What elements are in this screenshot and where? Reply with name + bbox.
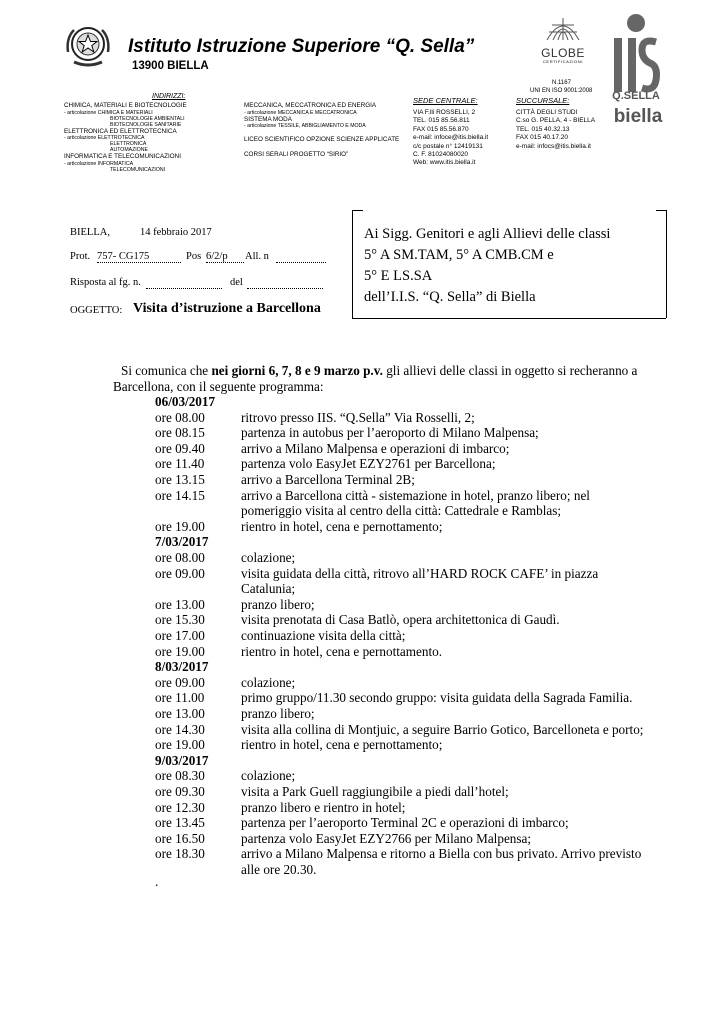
item-text-cont: alle ore 20.30. — [241, 862, 317, 877]
succursale-label: SUCCURSALE: — [516, 96, 570, 105]
succ-line: C.so G. PELLA, 4 - BIELLA — [516, 117, 596, 125]
item-time: ore 11.40 — [155, 456, 205, 472]
oggetto-value: Visita d’istruzione a Barcellona — [133, 301, 321, 316]
item-text: pranzo libero; — [241, 706, 315, 721]
del-field — [247, 288, 323, 289]
schedule-item — [155, 565, 599, 582]
succursale-info — [516, 109, 595, 151]
item-time: ore 09.00 — [155, 674, 205, 690]
item-text: partenza in autobus per l’aeroporto di Milano Malpensa; — [241, 425, 539, 441]
indirizzi-label: INDIRIZZI: — [152, 93, 186, 100]
col1-line: - articolazione INFORMATICA — [64, 160, 134, 167]
intro-line-1 — [121, 363, 637, 378]
prot-label: Prot. — [70, 251, 91, 262]
item-text: rientro in hotel, cena e pernottamento. — [241, 643, 443, 659]
col2-line: LICEO SCIENTIFICO OPZIONE SCIENZE APPLICATE — [244, 136, 400, 144]
schedule-item — [155, 550, 296, 566]
item-text: partenza volo EasyJet EZY2761 per Barcellona; — [241, 456, 496, 472]
item-text: pranzo libero; — [241, 596, 315, 612]
schedule-item — [155, 768, 296, 784]
sede-line: TEL. 015 85.56.811 — [413, 117, 470, 125]
sede-line: e-mail: infoce@itis.biella.it — [413, 134, 489, 142]
intro-line-2: Barcellona, con il seguente programma: — [113, 379, 324, 394]
succ-line: TEL. 015 40.32.13 — [516, 125, 570, 133]
recipient-line: Ai Sigg. Genitori e agli Allievi delle classi — [364, 226, 611, 242]
sede-info — [413, 109, 488, 168]
end-mark: . — [155, 874, 159, 889]
schedule-item — [155, 690, 633, 706]
date: 14 febbraio 2017 — [140, 227, 212, 238]
col2-line: - articolazione MECCANICA E MECCATRONICA — [244, 109, 357, 116]
item-time: ore 09.00 — [155, 565, 205, 581]
item-text: partenza per l’aeroporto Terminal 2C e operazioni di imbarco; — [241, 815, 569, 831]
item-text: continuazione visita della città; — [241, 628, 406, 643]
item-time: ore 08.00 — [155, 409, 205, 425]
intro-bold: nei giorni 6, 7, 8 e 9 marzo p.v. — [211, 363, 383, 378]
item-time: ore 08.30 — [155, 768, 205, 784]
address-corner-tl — [352, 210, 363, 221]
schedule-item — [155, 674, 296, 691]
col1-line: CHIMICA, MATERIALI E BIOTECNOLOGIE — [64, 102, 187, 109]
schedule-item — [155, 799, 406, 816]
all-label: All. n — [245, 251, 269, 262]
schedule-item — [155, 425, 539, 441]
col1-line: ELETTRONICA — [110, 141, 147, 148]
item-time: ore 09.40 — [155, 440, 205, 456]
item-text-cont: pomeriggio visita al centro della città: Cattedrale e Ramblas; — [241, 503, 562, 519]
item-text: primo gruppo/11.30 secondo gruppo: visita guidata della Sagrada Familia. — [241, 690, 633, 706]
schedule-item — [155, 596, 315, 613]
item-time: ore 14.15 — [155, 487, 205, 503]
schedule-item — [155, 472, 415, 488]
schedule-item — [155, 784, 509, 800]
day-date: 7/03/2017 — [155, 534, 209, 550]
item-text: visita alla collina di Montjuic, a seguire Barrio Gotico, Barcelloneta e porto; — [241, 721, 644, 737]
logo-qsella: Q.SELLA — [612, 90, 660, 102]
item-text: rientro in hotel, cena e pernottamento; — [241, 737, 443, 753]
item-text: arrivo a Barcellona città - sistemazione in hotel, pranzo libero; nel — [241, 487, 590, 503]
succ-line: e-mail: infocs@itis.biella.it — [516, 142, 591, 150]
item-text: rientro in hotel, cena e pernottamento; — [241, 518, 443, 534]
succ-line: CITTÀ DEGLI STUDI — [516, 109, 578, 116]
schedule-item — [155, 706, 315, 722]
item-time: ore 17.00 — [155, 628, 205, 643]
item-text: visita a Park Guell raggiungibile a piedi dall’hotel; — [241, 784, 509, 799]
schedule-item — [155, 643, 443, 660]
item-time: ore 19.00 — [155, 643, 205, 659]
sede-line: c/c postale n° 12419131 — [413, 142, 483, 150]
col2-line: MECCANICA, MECCATRONICA ED ENERGIA — [244, 102, 377, 109]
item-time: ore 13.15 — [155, 472, 205, 487]
address-bottom-line — [352, 318, 666, 319]
schedule-item — [155, 487, 590, 504]
sede-label: SEDE CENTRALE: — [413, 96, 478, 105]
prot-value: 757- CG175 — [97, 251, 181, 263]
globe-text: GLOBE — [541, 46, 585, 60]
schedule-item — [155, 628, 406, 644]
day-date: 9/03/2017 — [155, 752, 209, 768]
globe-sub: CERTIFICAZIONI — [542, 59, 584, 64]
intro-pre: Si comunica che — [121, 363, 212, 378]
schedule-item — [155, 830, 532, 847]
col2-line — [244, 144, 399, 151]
item-text: colazione; — [241, 674, 296, 690]
sede-line: Web: www.itis.biella.it — [413, 159, 476, 167]
schedule-item — [155, 409, 475, 426]
schedule-item — [155, 612, 560, 628]
pos-label: Pos — [186, 251, 202, 262]
cert-iso: UNI EN ISO 9001:2008 — [530, 88, 593, 94]
col2-line: CORSI SERALI PROGETTO “SIRIO” — [244, 150, 349, 158]
address-right-line — [666, 210, 667, 318]
item-text: arrivo a Milano Malpensa e ritorno a Biella con bus privato. Arrivo previsto — [241, 846, 642, 862]
item-time: ore 14.30 — [155, 721, 205, 737]
risposta-field — [146, 288, 222, 289]
item-text: pranzo libero e rientro in hotel; — [241, 799, 406, 815]
item-time: ore 08.15 — [155, 425, 205, 441]
item-time: ore 13.45 — [155, 815, 205, 831]
col1-line: - articolazione ELETTROTECNICA — [64, 135, 145, 142]
col1-line: - articolazione CHIMICA E MATERIALI — [64, 109, 153, 116]
item-time: ore 18.30 — [155, 846, 205, 862]
succ-line: FAX 015 40.17.20 — [516, 134, 569, 142]
recipient-line: 5° E LS.SA — [364, 268, 433, 284]
globe-certification-logo — [532, 16, 594, 80]
col1-line: BIOTECNOLOGIE SANITARIE — [110, 121, 182, 128]
col1-line: BIOTECNOLOGIE AMBIENTALI — [110, 115, 185, 122]
item-time: ore 08.00 — [155, 550, 205, 565]
item-text: colazione; — [241, 768, 296, 784]
intro-post: gli allievi delle classi in oggetto si recheranno a — [382, 363, 638, 378]
recipient-line: 5° A SM.TAM, 5° A CMB.CM e — [364, 247, 554, 263]
col2-line: - articolazione TESSILE, ABBIGLIAMENTO E MODA — [244, 123, 366, 130]
item-time: ore 13.00 — [155, 596, 205, 612]
sede-line: FAX 015 85.56.870 — [413, 125, 469, 133]
item-time: ore 19.00 — [155, 518, 205, 534]
del-label: del — [230, 277, 243, 288]
item-text: arrivo a Barcellona Terminal 2B; — [241, 472, 415, 487]
item-time: ore 09.30 — [155, 784, 205, 799]
col2-line: SISTEMA MODA — [244, 115, 292, 123]
recipient-line: dell’I.I.S. “Q. Sella” di Biella — [364, 289, 536, 305]
schedule-item — [155, 456, 496, 472]
recipients-block — [364, 224, 610, 308]
oggetto-label: OGGETTO: — [70, 305, 123, 316]
risposta-label: Risposta al fg. n. — [70, 277, 141, 288]
schedule-item — [155, 518, 443, 535]
cert-number: N.1167 — [552, 80, 571, 86]
day-date: 06/03/2017 — [155, 394, 216, 409]
indirizzi-column-2 — [244, 102, 399, 158]
item-time: ore 13.00 — [155, 706, 205, 721]
item-text: partenza volo EasyJet EZY2766 per Milano Malpensa; — [241, 830, 532, 846]
day-date: 8/03/2017 — [155, 659, 209, 675]
schedule-item — [155, 815, 569, 831]
col1-line: TELECOMUNICAZIONI — [110, 166, 166, 173]
schedule-item — [155, 721, 644, 738]
item-time: ore 15.30 — [155, 612, 205, 628]
item-time: ore 11.00 — [155, 690, 205, 706]
col1-line: INFORMATICA E TELECOMUNICAZIONI — [64, 153, 181, 161]
item-text: arrivo a Milano Malpensa e operazioni di imbarco; — [241, 440, 510, 456]
pos-value: 6/2/p — [206, 251, 244, 263]
sede-line: C. F. 81024080020 — [413, 151, 468, 159]
logo-biella: biella — [613, 106, 663, 127]
item-text: ritrovo presso IIS. “Q.Sella” Via Rosselli, 2; — [241, 409, 475, 425]
schedule-item — [155, 846, 642, 862]
item-time: ore 19.00 — [155, 737, 205, 753]
institute-city: 13900 BIELLA — [132, 60, 209, 72]
all-field — [276, 262, 326, 263]
item-time: ore 12.30 — [155, 799, 205, 815]
schedule-item — [155, 737, 443, 753]
place: BIELLA, — [70, 227, 110, 238]
item-text: visita prenotata di Casa Batlò, opera architettonica di Gaudì. — [241, 612, 560, 628]
item-text-cont: Catalunia; — [241, 581, 296, 597]
item-text: colazione; — [241, 550, 296, 565]
globe-icon — [543, 16, 583, 42]
col2-line — [244, 129, 399, 136]
schedule-item — [155, 440, 510, 457]
address-left-line — [352, 220, 353, 318]
item-time: ore 16.50 — [155, 830, 205, 846]
col1-line: AUTOMAZIONE — [110, 147, 148, 154]
sede-line: VIA F.lli ROSSELLI, 2 — [413, 109, 476, 116]
col1-line: ELETTRONICA ED ELETTROTECNICA — [64, 127, 177, 135]
republic-emblem-icon — [62, 22, 114, 70]
institute-title: Istituto Istruzione Superiore “Q. Sella” — [128, 36, 475, 57]
indirizzi-column-1 — [64, 102, 187, 173]
item-text: visita guidata della città, ritrovo all’HARD ROCK CAFE’ in piazza — [241, 565, 599, 581]
